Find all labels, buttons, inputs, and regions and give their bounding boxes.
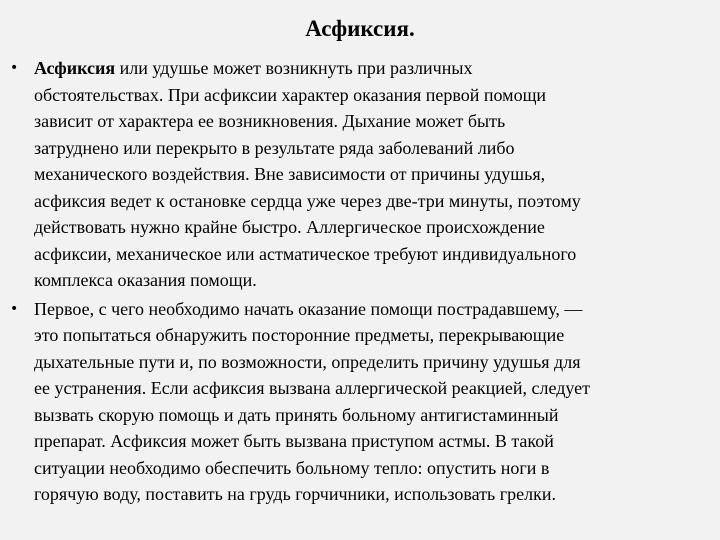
text-line: действовать нужно крайне быстро. Аллергическое происхождение [34, 217, 545, 237]
text-line: зависит от характера ее возникновения. Дыхание может быть [34, 111, 506, 131]
text-line [34, 55, 706, 82]
bullet-marker: • [10, 60, 19, 76]
text-line: механического воздействия. Вне зависимости от причины удушья, [34, 164, 546, 184]
text-line: ее устранения. Если асфиксия вызвана аллергической реакцией, следует [34, 378, 590, 398]
text-line: асфиксии, механическое или астматическое требуют индивидуального [34, 243, 577, 264]
text-line: асфиксия ведет к остановке сердца уже через две-три минуты, поэтому [34, 190, 581, 211]
bullet-marker: • [10, 300, 19, 317]
text-line: препарат. Асфиксия может быть вызвана приступом астмы. В такой [34, 431, 554, 451]
paragraph-1 [10, 55, 706, 294]
text-line: затруднено или перекрыто в результате ряда заболеваний либо [34, 137, 515, 158]
text-line: дыхательные пути и, по возможности, определить причину удушья для [34, 351, 581, 372]
text-line: это попытаться обнаружить посторонние предметы, перекрывающие [34, 325, 565, 345]
slide-title: Асфиксия. [305, 16, 415, 41]
bold-term: Асфиксия [34, 58, 116, 78]
text-line: горячую воду, поставить на грудь горчичники, использовать грелки. [34, 484, 556, 504]
slide-body [10, 55, 706, 510]
text-line: обстоятельствах. При асфиксии характер оказания первой помощи [34, 84, 547, 105]
paragraph-2 [10, 296, 706, 508]
text-line: комплекса оказания помощи. [34, 270, 257, 290]
text-line: ситуации необходимо обеспечить больному тепло: опустить ноги в [34, 457, 550, 478]
text-line: вызвать скорую помощь и дать принять больному антигистаминный [34, 404, 559, 425]
text-run: или удушье может возникнуть при различных [115, 58, 473, 78]
text-line: Первое, с чего необходимо начать оказание помощи пострадавшему, — [34, 298, 583, 319]
